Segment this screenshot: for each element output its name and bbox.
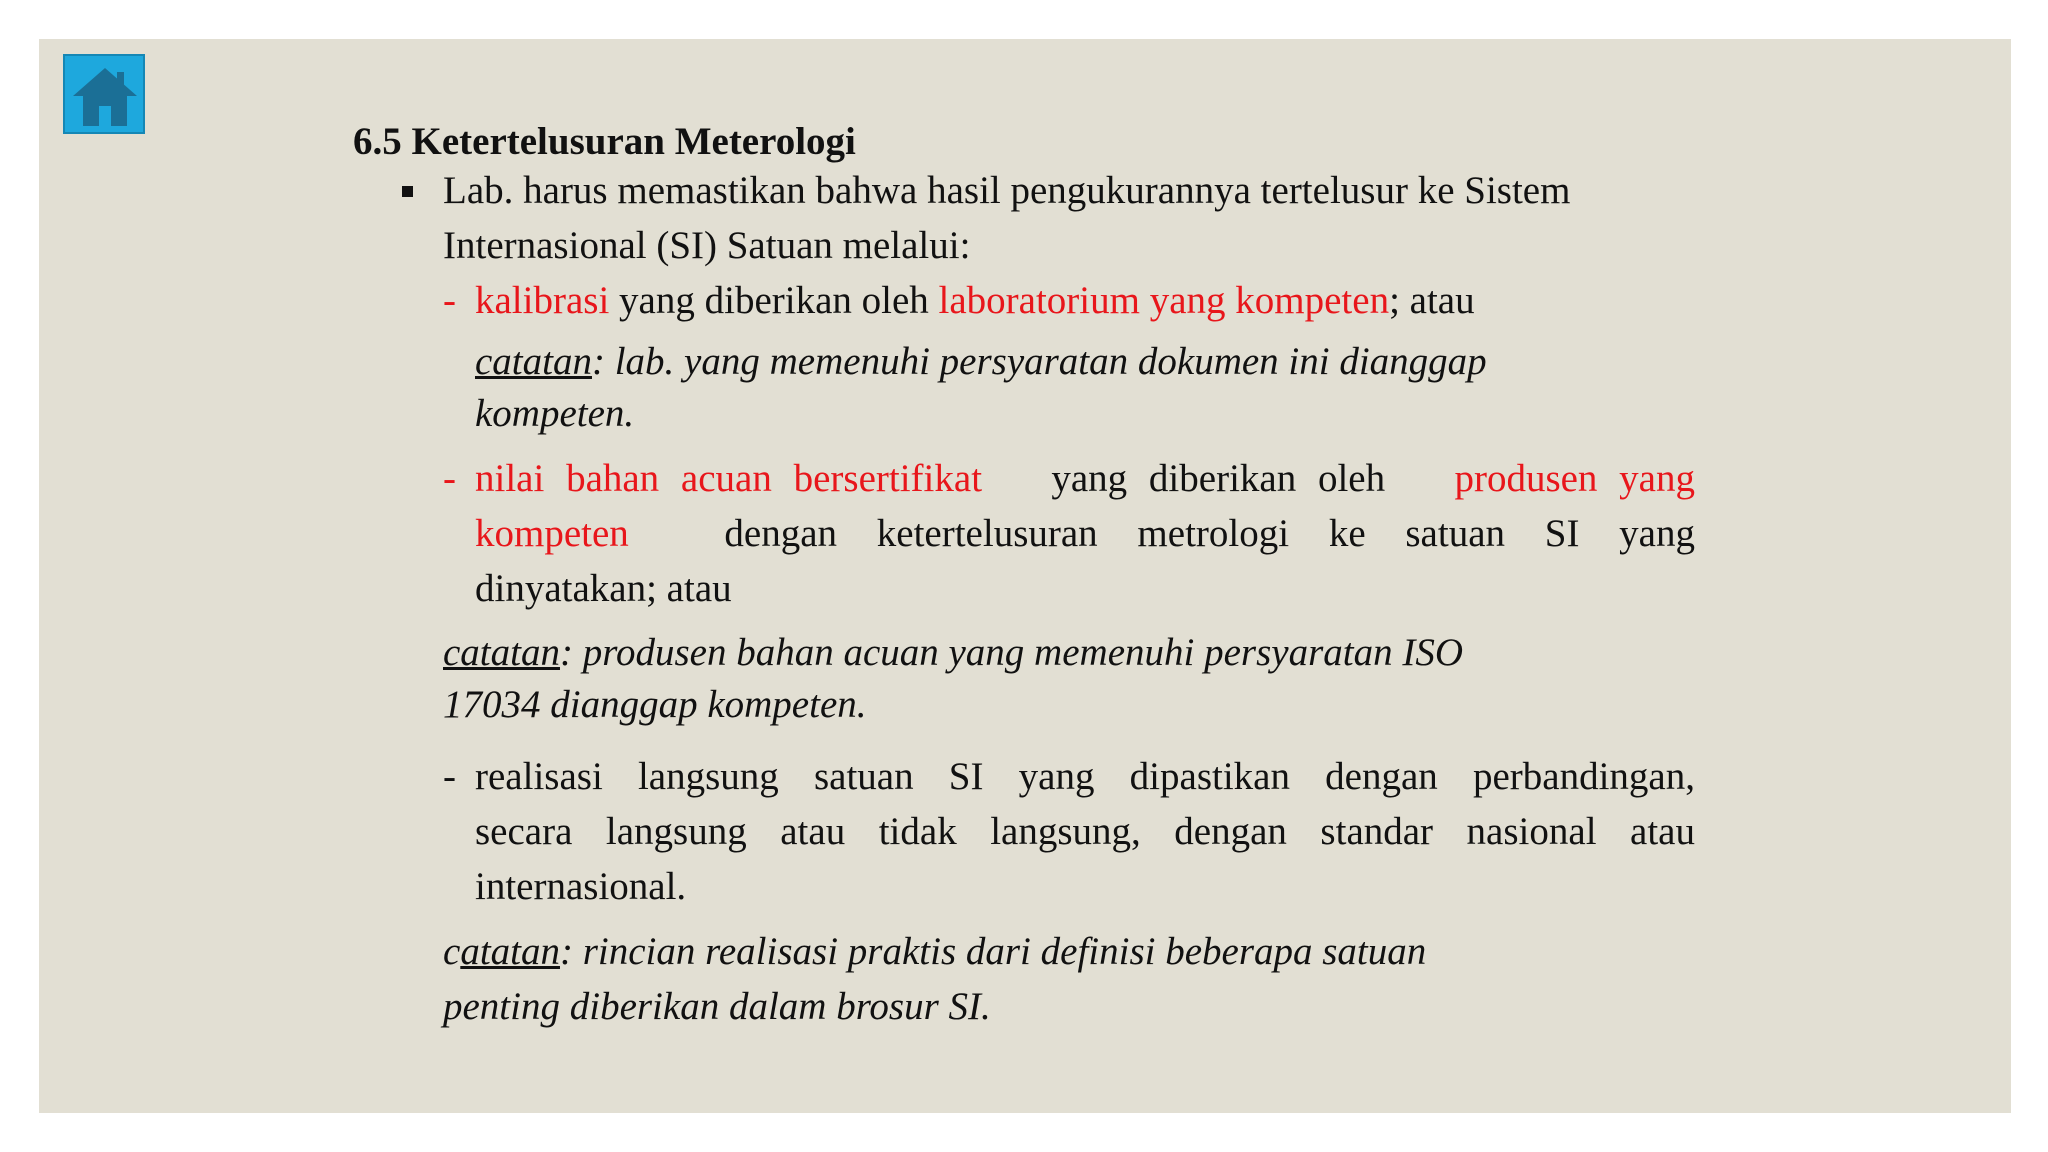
item-2-red-1: nilai bahan acuan bersertifikat xyxy=(475,457,983,500)
page-title: 6.5 Ketertelusuran Meterologi xyxy=(353,120,856,163)
note-2-label: catatan xyxy=(443,631,560,674)
item-3-line-1: realisasi langsung satuan SI yang dipastikan dengan perbandingan, xyxy=(475,755,1695,798)
note-2-line-2: 17034 dianggap kompeten. xyxy=(443,683,867,726)
note-3-line-1 xyxy=(443,926,1426,978)
item-2-line-1 xyxy=(475,451,1695,506)
note-3-line-2: penting diberikan dalam brosur SI. xyxy=(443,985,991,1028)
item-2-line-3: dinyatakan; atau xyxy=(475,567,732,610)
item-1-dash: - xyxy=(443,279,456,322)
note-1-line-1 xyxy=(475,336,1487,388)
note-3-label-plain: c xyxy=(443,930,461,973)
note-2-text-1: : produsen bahan acuan yang memenuhi persyaratan ISO xyxy=(559,631,1463,674)
item-1-line xyxy=(475,273,1475,328)
note-3-label-underlined: atatan xyxy=(460,930,560,973)
bullet-line-1: Lab. harus memastikan bahwa hasil pengukurannya tertelusur ke Sistem xyxy=(443,169,1571,212)
home-icon xyxy=(71,66,139,128)
item-2-dash: - xyxy=(443,457,456,500)
bullet-marker xyxy=(402,186,413,197)
bullet-line-2: Internasional (SI) Satuan melalui: xyxy=(443,224,971,267)
item-2-red-2: produsen yang xyxy=(1454,457,1695,500)
item-2-red-3: kompeten xyxy=(475,512,629,555)
item-2-text-1: yang diberikan oleh xyxy=(1051,457,1386,500)
note-3-text-1: : rincian realisasi praktis dari definisi beberapa satuan xyxy=(559,930,1427,973)
home-button[interactable] xyxy=(63,54,145,134)
item-1-text-1: yang diberikan oleh xyxy=(609,279,939,322)
note-1-label: catatan xyxy=(475,340,592,383)
note-1-line-2: kompeten. xyxy=(475,392,635,435)
note-1-text-1: : lab. yang memenuhi persyaratan dokumen ini dianggap xyxy=(591,340,1487,383)
item-1-red-2: laboratorium yang kompeten xyxy=(938,279,1390,322)
item-2-line-2 xyxy=(475,506,1695,561)
item-3-dash: - xyxy=(443,755,456,798)
note-2-line-1 xyxy=(443,627,1463,679)
item-2-text-2: dengan ketertelusuran metrologi ke satuan SI yang xyxy=(724,512,1695,555)
item-1-red-1: kalibrasi xyxy=(475,279,610,322)
item-1-text-2: ; atau xyxy=(1389,279,1475,322)
slide xyxy=(39,39,2011,1113)
item-3-line-2: secara langsung atau tidak langsung, dengan standar nasional atau xyxy=(475,810,1695,853)
item-3-line-3: internasional. xyxy=(475,865,687,908)
